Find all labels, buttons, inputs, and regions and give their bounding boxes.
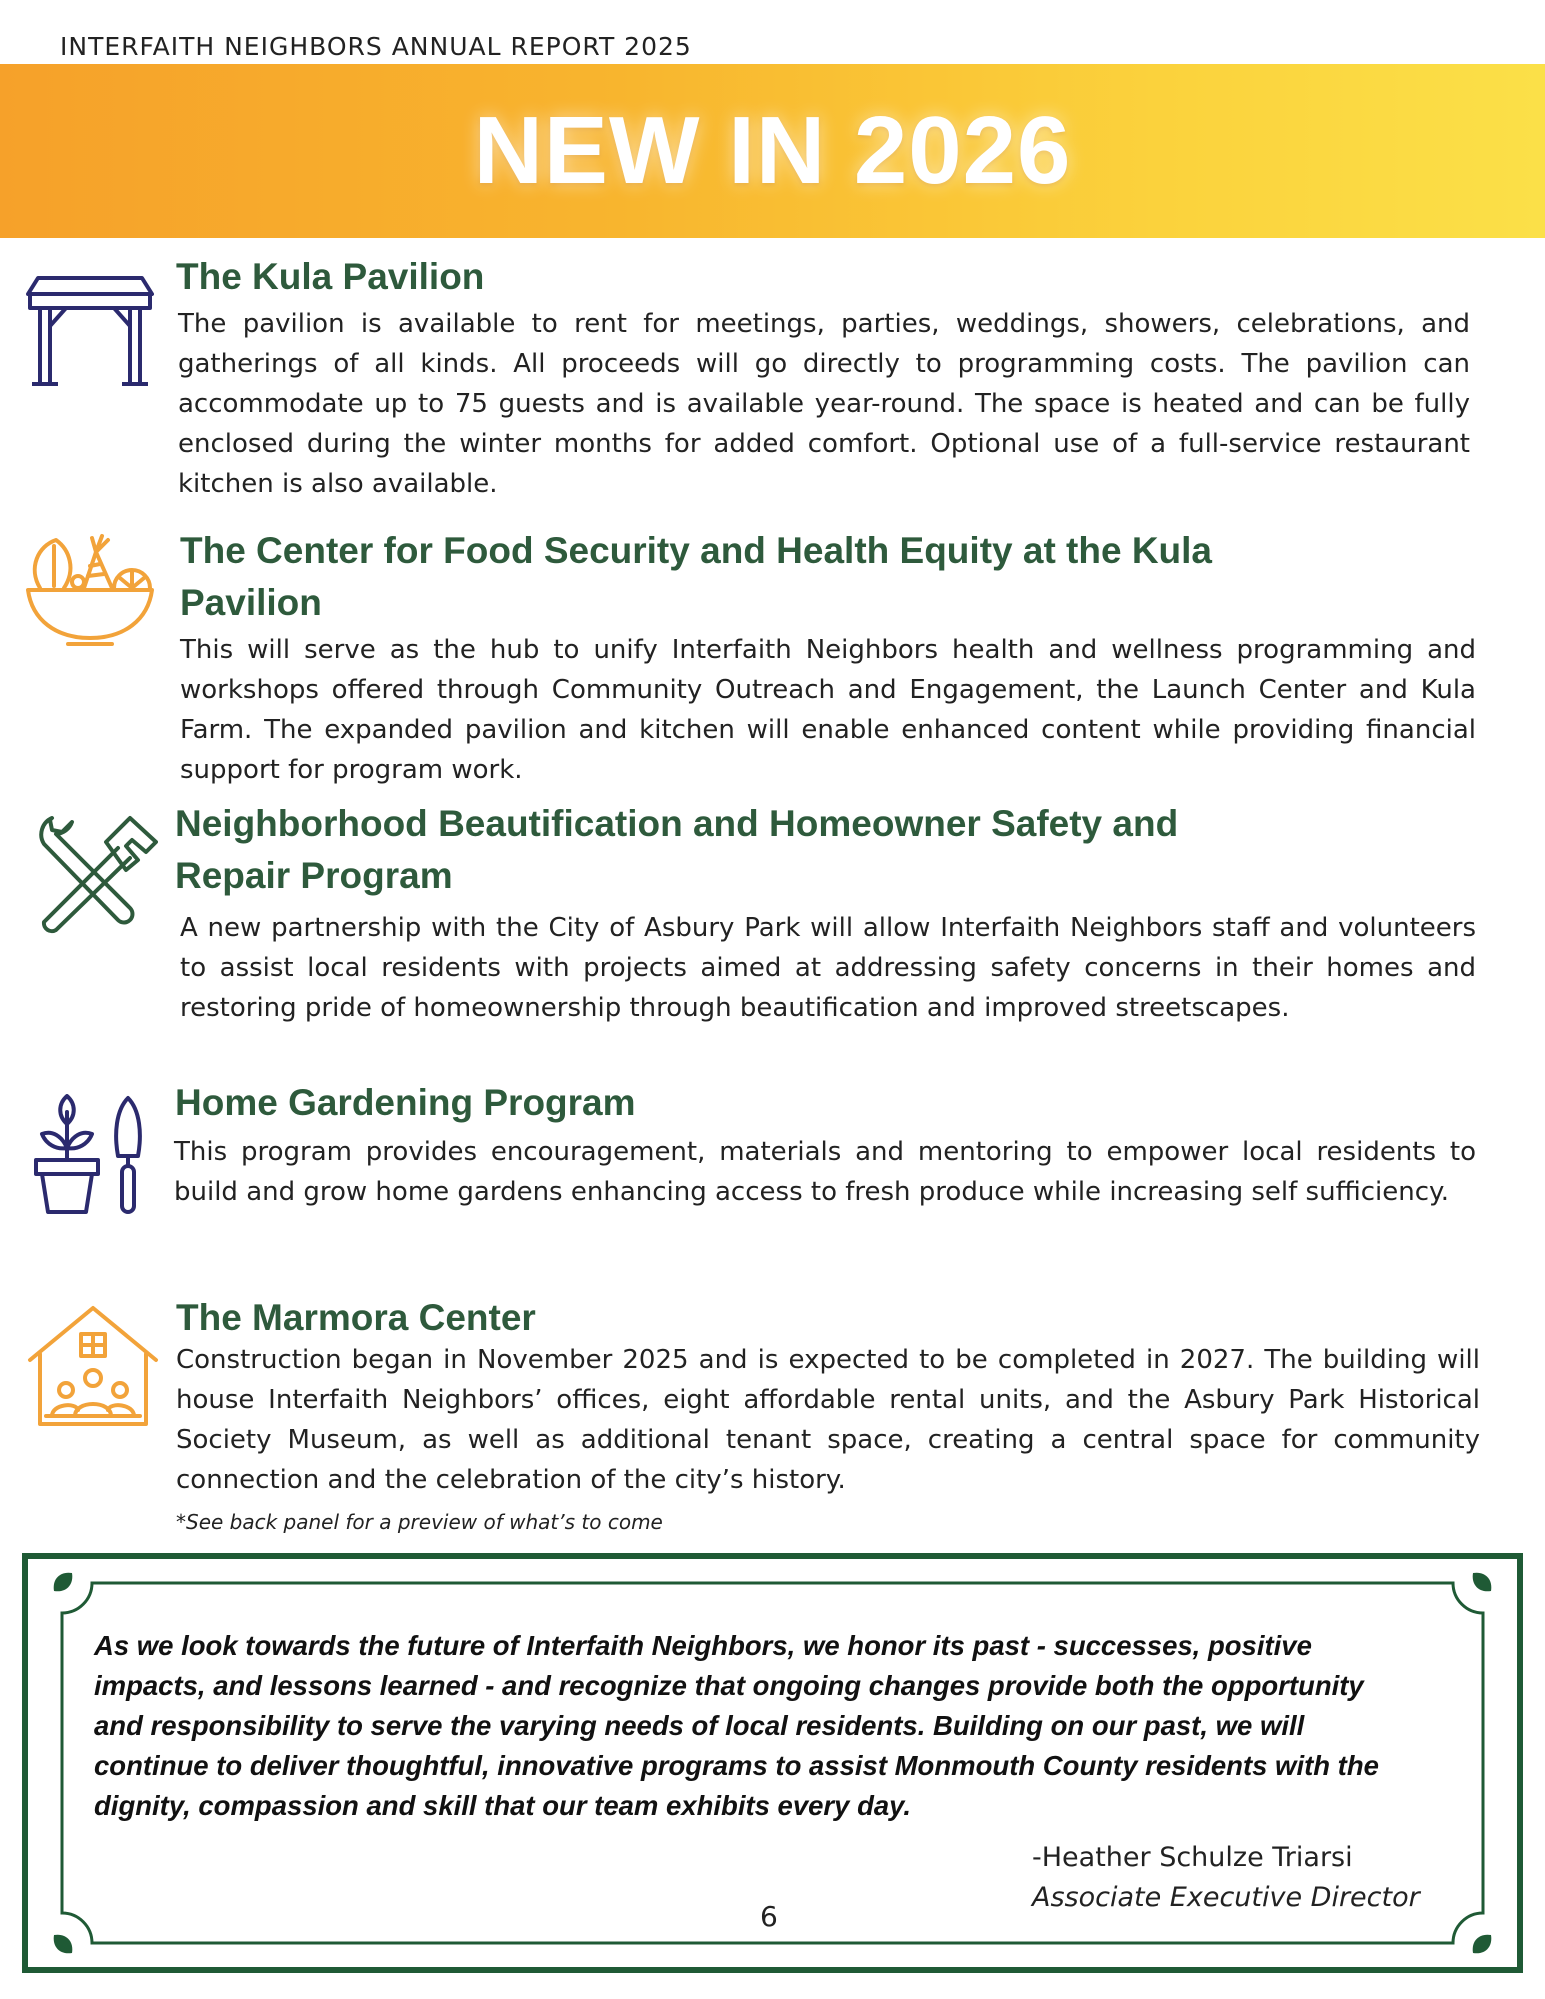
section-title: The Center for Food Security and Health Equity at the Kula Pavilion [180,530,1213,623]
section-body: Construction began in November 2025 and is expected to be completed in 2027. The building will house Interfaith Neighbors’ offices, eight affordable rental units, and the Asbury Park Historical Society Museum, as well as additional tenant space, creating a central space for community connection and the celebration of the city’s history. [176,1345,1480,1495]
section-title: The Marmora Center [176,1297,536,1338]
director-quote: As we look towards the future of Interfaith Neighbors, we honor its past - successes, positive impacts, and lessons learned - and recognize that ongoing changes provide both the opportunity and responsibility to serve the varying needs of local residents. Building on our past, we will continue to deliver thoughtful, innovative programs to assist Monmouth County residents with the dignity, compassion and skill that our team exhibits every day. [94,1630,1379,1821]
page-title: NEW IN 2026 [473,97,1072,204]
gardening-icon [30,1094,150,1216]
tools-icon [34,812,158,936]
pavilion-icon [26,276,154,386]
title-banner [0,64,1545,238]
section-body: The pavilion is available to rent for meetings, parties, weddings, showers, celebrations, and gatherings of all kinds. All proceeds will go directly to programming costs. The pavilion can accommodate up to 75 guests and is available year-round. The space is heated and can be fully enclosed during the winter months for added comfort. Optional use of a full-service restaurant kitchen is also available. [178,309,1470,499]
salad-bowl-icon [24,528,156,646]
section-title: The Kula Pavilion [176,256,485,297]
report-label: INTERFAITH NEIGHBORS ANNUAL REPORT 2025 [60,32,692,61]
section-body: A new partnership with the City of Asbury Park will allow Interfaith Neighbors staff and volunteers to assist local residents with projects aimed at addressing safety concerns in their homes and restoring pride of homeownership through beautification and improved streetscapes. [180,913,1476,1023]
page-number: 6 [760,1900,778,1933]
section-title: Home Gardening Program [175,1082,636,1123]
footnote: *See back panel for a preview of what’s to come [176,1510,663,1534]
section-body: This will serve as the hub to unify Interfaith Neighbors health and wellness programming and workshops offered through Community Outreach and Engagement, the Launch Center and Kula Farm. The expanded pavilion and kitchen will enable enhanced content while providing financial support for program work. [180,635,1476,785]
section-body: This program provides encouragement, materials and mentoring to empower local residents to build and grow home gardens enhancing access to fresh produce while increasing self sufficiency. [174,1137,1476,1207]
community-house-icon [26,1304,160,1428]
quote-author-title: Associate Executive Director [1032,1882,1420,1913]
section-title: Neighborhood Beautification and Homeowner Safety and Repair Program [175,803,1179,896]
quote-author: -Heather Schulze Triarsi [1032,1842,1353,1873]
